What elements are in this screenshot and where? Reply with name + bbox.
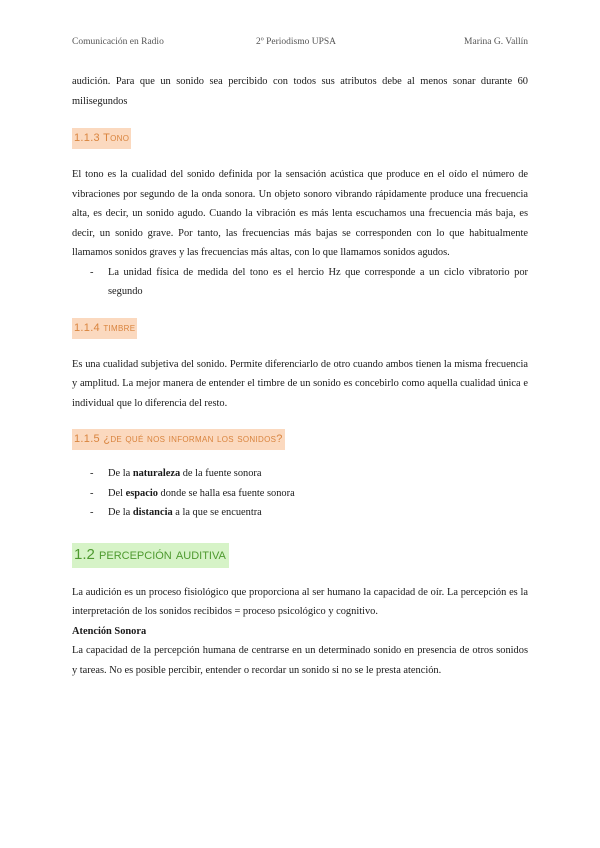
- header-course: Comunicación en Radio: [72, 37, 164, 47]
- item-prefix: De la: [108, 507, 133, 518]
- timbre-paragraph: Es una cualidad subjetiva del sonido. Permite diferenciarlo de otro cuando ambos tienen la misma frecuencia y amplitud. La mejor manera de entender el timbre de un sonido es concebirlo como aquella cualidad única e individual que lo diferencia del resto.: [72, 358, 528, 409]
- item-keyword: naturaleza: [132, 468, 181, 479]
- section-informan: [72, 429, 528, 450]
- percepcion-paragraph: La audición es un proceso fisiológico que proporciona al ser humano la capacidad de oír. La percepción es la interpretación de los sonidos recibidos = proceso psicológico y cognitivo.: [72, 586, 528, 617]
- dash-bullet: -: [90, 507, 94, 518]
- item-prefix: De la: [108, 468, 133, 479]
- list-item: [72, 484, 528, 504]
- section-timbre: [72, 318, 528, 339]
- tono-paragraph: El tono es la cualidad del sonido definida por la sensación acústica que produce en el oído el número de vibraciones por segundo de la onda sonora. Un objeto sonoro vibrando rápidamente produce una frecuencia alta, es decir, un sonido agudo. Cuando la vibración es más lenta escuchamos una frecuencia más baja, es decir, un sonido grave. Por tanto, las frecuencias más bajas se corresponden con lo que habitualmente llamamos sonidos graves y las frecuencias más altas, con lo que llamamos sonidos agudos.: [72, 169, 528, 258]
- informan-list: [72, 464, 528, 523]
- tono-list: [72, 263, 528, 302]
- subheading-atencion: Atención Sonora: [72, 625, 147, 637]
- item-suffix: a la que se encuentra: [172, 507, 262, 518]
- intro-paragraph: audición. Para que un sonido sea percibido con todos sus atributos debe al menos sonar durante 60 milisegundos: [72, 76, 528, 107]
- dash-bullet: -: [90, 266, 94, 278]
- section-percepcion: [72, 543, 528, 568]
- document-body: [72, 72, 528, 680]
- list-item: [72, 464, 528, 484]
- list-item: [72, 263, 528, 302]
- heading-percepcion: 1.2 percepción auditiva: [72, 543, 229, 568]
- atencion-paragraph: La capacidad de la percepción humana de centrarse en un determinado sonido en presencia de otros sonidos y tareas. No es posible percibir, entender o recordar un sonido si no se le presta atención.: [72, 645, 528, 676]
- heading-timbre: 1.1.4 timbre: [72, 318, 137, 339]
- page-header: [72, 37, 528, 51]
- item-suffix: de la fuente sonora: [180, 468, 262, 479]
- item-keyword: espacio: [125, 487, 158, 499]
- dash-bullet: -: [90, 487, 94, 499]
- item-prefix: Del: [108, 487, 126, 499]
- heading-informan: 1.1.5 ¿de qué nos informan los sonidos?: [72, 429, 285, 450]
- heading-tono: 1.1.3 Tono: [72, 128, 131, 149]
- list-item: [72, 503, 528, 523]
- item-keyword: distancia: [132, 507, 173, 518]
- tono-bullet-text: La unidad física de medida del tono es el hercio Hz que corresponde a un ciclo vibratorio por segundo: [108, 266, 528, 297]
- header-author: Marina G. Vallín: [464, 37, 528, 47]
- dash-bullet: -: [90, 468, 94, 479]
- section-tono: [72, 128, 528, 149]
- item-suffix: donde se halla esa fuente sonora: [157, 487, 295, 499]
- header-program: 2º Periodismo UPSA: [256, 37, 337, 47]
